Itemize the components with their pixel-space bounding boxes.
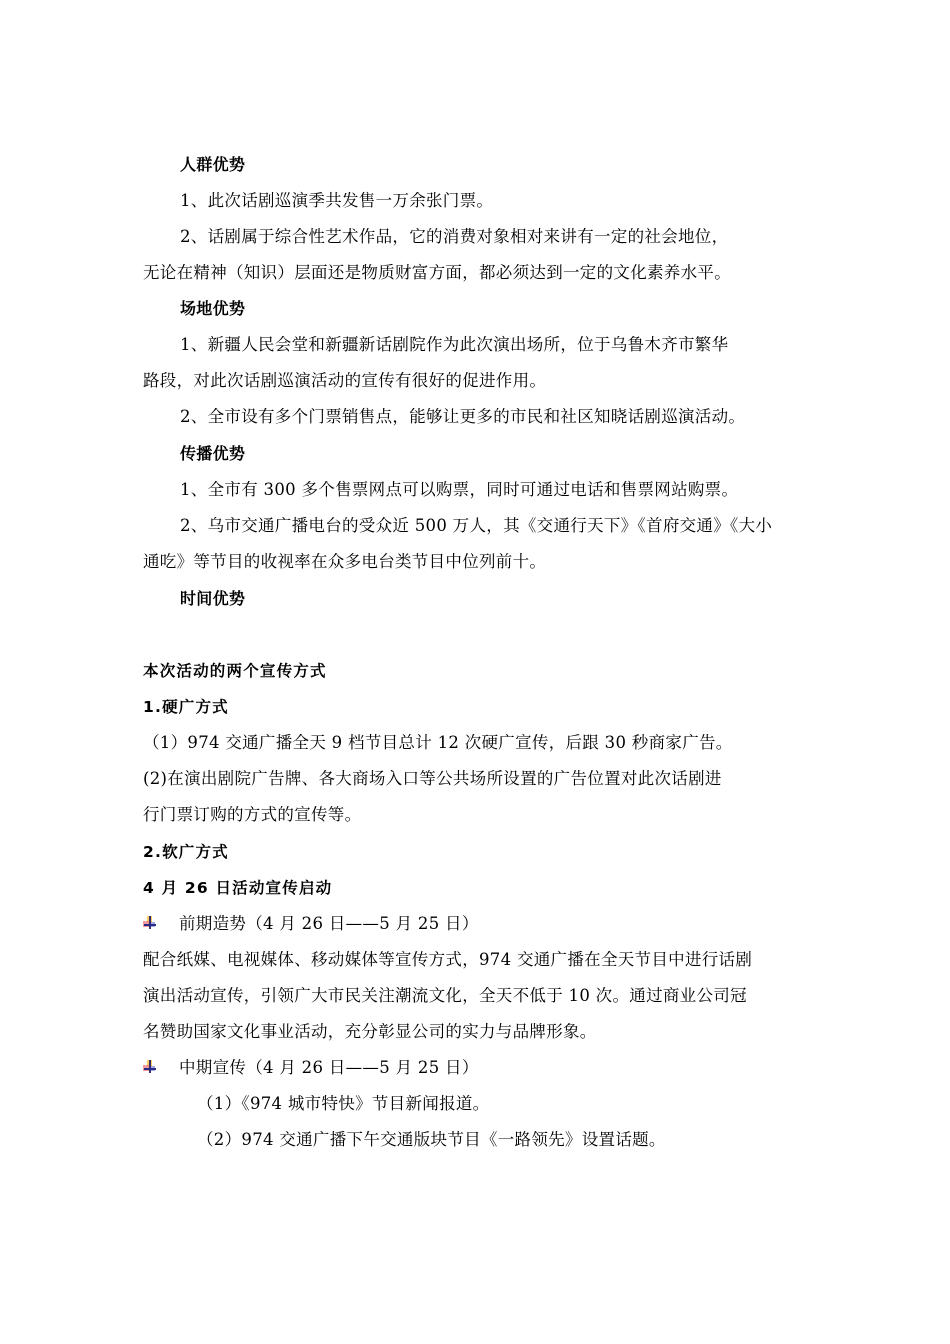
paragraph-line: 2、全市设有多个门票销售点，能够让更多的市民和社区知晓话剧巡演活动。 bbox=[180, 407, 746, 426]
phase-mid-label: 中期宣传（4 月 26 日——5 月 25 日） bbox=[179, 1058, 479, 1077]
paragraph-line: 1、此次话剧巡演季共发售一万余张门票。 bbox=[180, 191, 494, 210]
section-heading-time: 时间优势 bbox=[180, 589, 246, 608]
paragraph-line: (2)在演出剧院广告牌、各大商场入口等公共场所设置的广告位置对此次话剧进 bbox=[143, 769, 722, 788]
soft-ad-heading: 2.软广方式 bbox=[143, 843, 229, 861]
colored-cross-bullet-icon bbox=[143, 916, 157, 930]
paragraph-line: 2、话剧属于综合性艺术作品，它的消费对象相对来讲有一定的社会地位， bbox=[180, 227, 729, 246]
paragraph-line: 无论在精神（知识）层面还是物质财富方面，都必须达到一定的文化素养水平。 bbox=[143, 263, 731, 282]
paragraph-line: （1）《974 城市特快》节目新闻报道。 bbox=[197, 1094, 490, 1113]
phase-early-item bbox=[143, 914, 479, 934]
phase-early-label: 前期造势（4 月 26 日——5 月 25 日） bbox=[179, 914, 479, 933]
paragraph-line: 配合纸媒、电视媒体、移动媒体等宣传方式，974 交通广播在全天节目中进行话剧 bbox=[143, 950, 753, 969]
paragraph-line: 演出活动宣传，引领广大市民关注潮流文化，全天不低于 10 次。通过商业公司冠 bbox=[143, 986, 747, 1005]
paragraph-line: 1、新疆人民会堂和新疆新话剧院作为此次演出场所，位于乌鲁木齐市繁华 bbox=[180, 335, 729, 354]
launch-heading: 4 月 26 日活动宣传启动 bbox=[143, 879, 333, 897]
hard-ad-heading: 1.硬广方式 bbox=[143, 698, 229, 716]
paragraph-line: 路段，对此次话剧巡演活动的宣传有很好的促进作用。 bbox=[143, 371, 547, 390]
paragraph-line: 1、全市有 300 多个售票网点可以购票，同时可通过电话和售票网站购票。 bbox=[180, 480, 739, 499]
colored-cross-bullet-icon bbox=[143, 1060, 157, 1074]
paragraph-line: 名赞助国家文化事业活动，充分彰显公司的实力与品牌形象。 bbox=[143, 1022, 597, 1041]
promotion-title: 本次活动的两个宣传方式 bbox=[143, 662, 327, 680]
section-heading-broadcast: 传播优势 bbox=[180, 444, 246, 463]
paragraph-line: 2、乌市交通广播电台的受众近 500 万人，其《交通行天下》《首府交通》《大小 bbox=[180, 516, 773, 535]
section-heading-venue: 场地优势 bbox=[180, 299, 246, 318]
paragraph-line: 通吃》等节目的收视率在众多电台类节目中位列前十。 bbox=[143, 552, 547, 571]
paragraph-line: 行门票订购的方式的宣传等。 bbox=[143, 805, 362, 824]
section-heading-crowd: 人群优势 bbox=[180, 155, 246, 174]
paragraph-line: （1）974 交通广播全天 9 档节目总计 12 次硬广宣传，后跟 30 秒商家广告。 bbox=[143, 733, 733, 752]
paragraph-line: （2）974 交通广播下午交通版块节目《一路领先》设置话题。 bbox=[197, 1130, 666, 1149]
phase-mid-item bbox=[143, 1058, 479, 1078]
